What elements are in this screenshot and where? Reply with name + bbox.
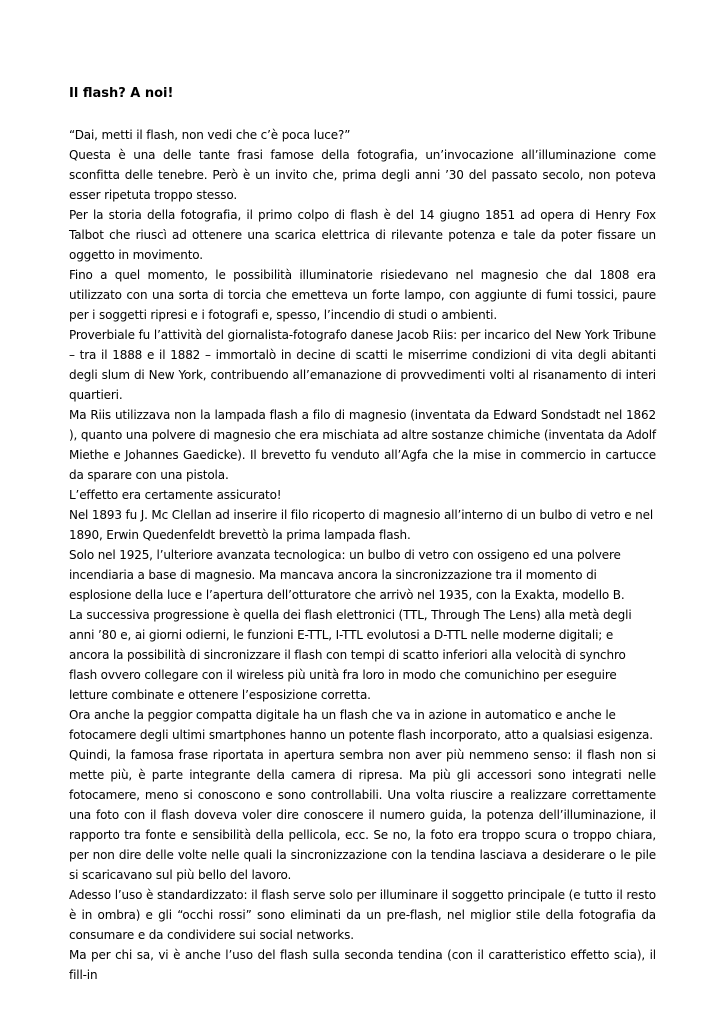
paragraph-effect: L’effetto era certamente assicurato! — [69, 488, 282, 502]
paragraph-second-curtain: Ma per chi sa, vi è anche l’uso del flash sulla seconda tendina (con il caratteristico effetto scia), il fill-in — [69, 948, 656, 982]
paragraph-talbot: Per la storia della fotografia, il primo colpo di flash è del 14 giugno 1851 ad opera di Henry Fox Talbot che riuscì ad ottenere una scarica elettrica di rilevante potenza e tale da poter fissare un oggetto in movimento. — [69, 208, 656, 262]
paragraph-1925: Solo nel 1925, l’ulteriore avanzata tecnologica: un bulbo di vetro con ossigeno ed una polvere incendiaria a base di magnesio. Ma mancava ancora la sincronizzazione tra il momento di esplosione della luce e l’apertura dell’otturatore che arrivò nel 1935, con la Exakta, modello B. — [69, 548, 625, 602]
paragraph-famous-phrase: Quindi, la famosa frase riportata in apertura sembra non aver più nemmeno senso: il flash non si mette più, è parte integrante della camera di ripresa. Ma più gli accessori sono integrati nelle fotocamere, meno si conoscono e sono controllabili. Una volta riuscire a realizzare correttamente una foto con il flash doveva voler dire conoscere il numero guida, la potenza dell’illuminazione, il rapporto tra fonte e sensibilità della pellicola, ecc. Se no, la foto era troppo scura o troppo chiara, per non dire delle volte nelle quali la sincronizzazione con la tendina lasciava a desiderare o le pile si scaricavano sul più bello del lavoro. — [69, 748, 656, 882]
paragraph-riis: Proverbiale fu l’attività del giornalista-fotografo danese Jacob Riis: per incarico del New York Tribune – tra il 1888 e il 1882 – immortalò in decine di scatti le miserrime condizioni di vita degli abitanti degli slum di New York, contribuendo all’emanazione di provvedimenti volti al risanamento di interi quartieri. — [69, 328, 656, 402]
paragraph-powder: Ma Riis utilizzava non la lampada flash a filo di magnesio (inventata da Edward Sondstadt nel 1862 ), quanto una polvere di magnesio che era mischiata ad altre sostanze chimiche (inventata da Adolf Miethe e Johannes Gaedicke). Il brevetto fu venduto all’Agfa che la mise in commercio in cartucce da sparare con una pistola. — [69, 408, 656, 482]
paragraph-magnesium: Fino a quel momento, le possibilità illuminatorie risiedevano nel magnesio che dal 1808 era utilizzato con una sorta di torcia che emetteva un forte lampo, con aggiunte di fumi tossici, paure per i soggetti ripresi e i fotografi e, spesso, l’incendio di studi o ambienti. — [69, 268, 656, 322]
paragraph-intro: Questa è una delle tante frasi famose della fotografia, un’invocazione all’illuminazione come sconfitta delle tenebre. Però è un invito che, prima degli anni ’30 del passato secolo, non poteva esser ripetuta troppo stesso. — [69, 148, 656, 202]
paragraph-compact: Ora anche la peggior compatta digitale ha un flash che va in azione in automatico e anche le fotocamere degli ultimi smartphones hanno un potente flash incorporato, atto a qualsiasi esigenza. — [69, 708, 653, 742]
page-title: Il flash? A noi! — [69, 86, 174, 101]
paragraph-bulb: Nel 1893 fu J. Mc Clellan ad inserire il filo ricoperto di magnesio all’interno di un bulbo di vetro e nel 1890, Erwin Quedenfeldt brevettò la prima lampada flash. — [69, 508, 654, 542]
paragraph-electronic-flash: La successiva progressione è quella dei flash elettronici (TTL, Through The Lens) alla metà degli anni ’80 e, ai giorni odierni, le funzioni E-TTL, I-TTL evolutosi a D-TTL nelle moderne digitali; e ancora la possibilità di sincronizzare il flash con tempi di scatto inferiori alla velocità di synchro flash ovvero collegare con il wireless più unità fra loro in modo che comunichino per eseguire letture combinate e ottenere l’esposizione corretta. — [69, 608, 632, 702]
paragraph-standardized: Adesso l’uso è standardizzato: il flash serve solo per illuminare il soggetto principale (e tutto il resto è in ombra) e gli “occhi rossi” sono eliminati da un pre-flash, nel miglior stile della fotografia da consumare e da condividere sui social networks. — [69, 888, 656, 942]
paragraph-opening-quote: “Dai, metti il flash, non vedi che c’è poca luce?” — [69, 128, 351, 142]
article-body — [69, 125, 656, 985]
